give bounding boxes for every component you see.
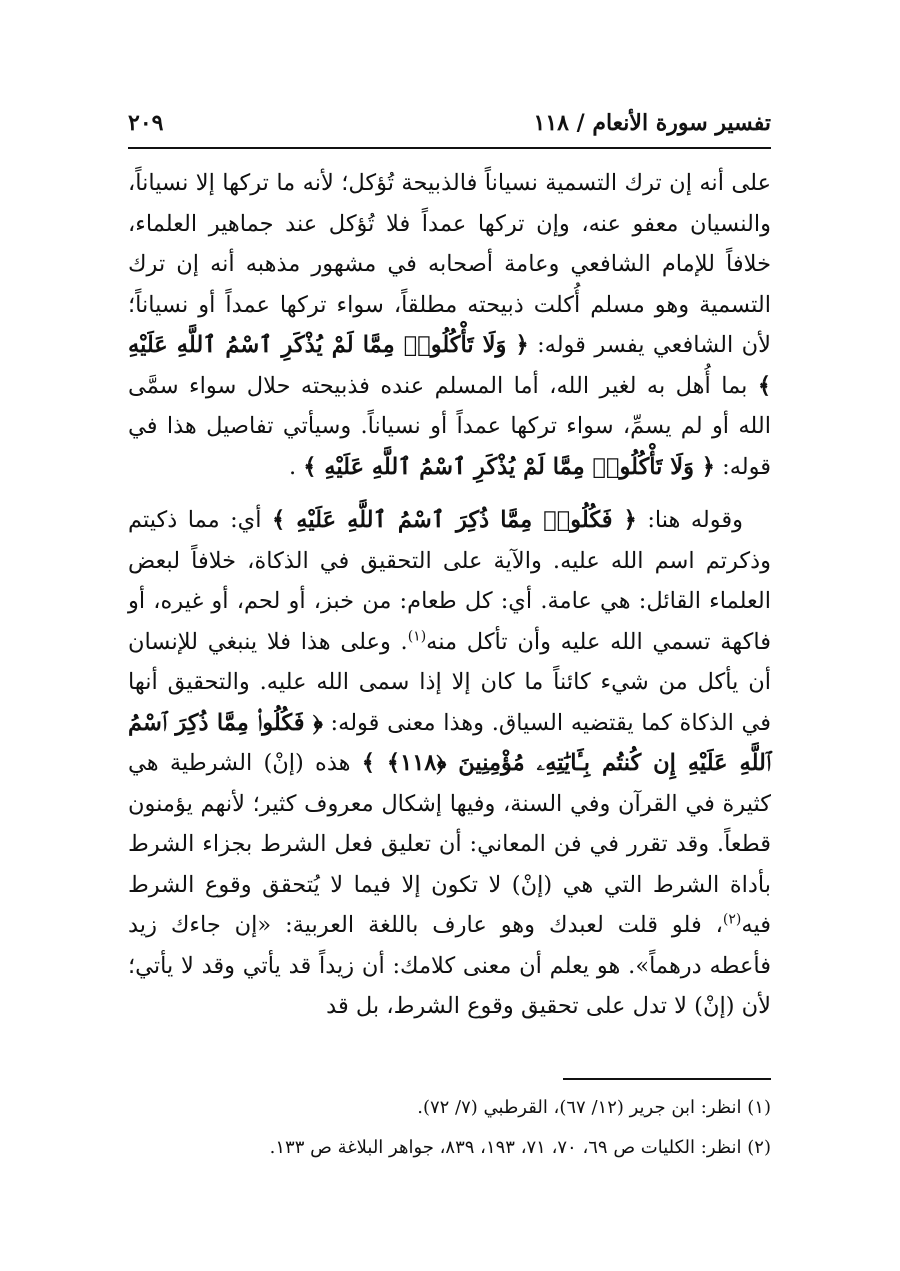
paragraph-2-text-5: ، فلو قلت لعبدك وهو عارف باللغة العربية: «إن جاءك زيد فأعطه درهماً». هو يعلم أن معنى كلامك: أن زيداً قد يأتي وقد لا يأتي؛ لأن (إنْ) لا تدل على تحقيق وقوع الشرط، بل قد xyxy=(128,912,771,1019)
paragraph-2 xyxy=(128,500,771,1027)
footnote-reference-1[interactable]: (١) xyxy=(407,628,427,644)
paragraph-1-text-1: على أنه إن ترك التسمية نسياناً فالذبيحة تُؤكل؛ لأنه ما تركها إلا نسياناً، والنسيان معفو عنه، وإن تركها عمداً فلا تُؤكل عند جماهير العلماء، خلافاً للإمام الشافعي وعامة أصحابه في مشهور مذهبه أنه إن ترك التسمية وهو مسلم أُكلت ذبيحته مطلقاً، سواء تركها عمداً أو نسياناً؛ لأن الشافعي يفسر قوله: xyxy=(128,170,772,358)
quran-verse: ﴿ وَلَا تَأْكُلُوا۟ مِمَّا لَمْ يُذْكَرِ ٱسْمُ ٱللَّهِ عَلَيْهِ ﴾ xyxy=(303,453,715,480)
paragraph-1-text-2: بما أُهل به لغير الله، أما المسلم عنده فذبيحته حلال سواء سمَّى الله أو لم يسمِّ، سواء تركها عمداً أو نسياناً. وسيأتي تفاصيل هذا في قوله: xyxy=(128,372,771,480)
footnote-reference-2[interactable]: (٢) xyxy=(722,911,742,928)
paragraph-2-text-3: . وعلى هذا فلا ينبغي للإنسان أن يأكل من شيء كائناً ما كان إلا إذا سمى الله عليه. والتحقيق أنها في الذكاة كما يقتضيه السياق. وهذا معنى قوله: xyxy=(128,628,772,736)
quran-verse: ﴿ فَكُلُوا۟ مِمَّا ذُكِرَ ٱسْمُ ٱللَّهِ عَلَيْهِ ﴾ xyxy=(272,507,637,533)
footnote-1: (١) انظر: ابن جرير (١٢/ ٦٧)، القرطبي (٧/ ٧٢). xyxy=(417,1097,771,1118)
header-divider xyxy=(128,147,771,149)
footnotes xyxy=(128,1088,771,1168)
footnote-2: (٢) انظر: الكليات ص ٦٩، ٧٠، ٧١، ١٩٣، ٨٣٩، جواهر البلاغة ص ١٣٣. xyxy=(269,1137,771,1158)
paragraph-1 xyxy=(128,163,771,487)
quran-verse: ﴿ فَكُلُوا۟ مِمَّا ذُكِرَ ٱسْمُ ٱللَّهِ عَلَيْهِ إِن كُنتُم بِـَٔايَٰتِهِۦ مُؤْمِنِينَ ﴿١١٨﴾ ﴾ xyxy=(128,709,772,776)
main-text xyxy=(128,163,771,1027)
paragraph-2-text-2: أي: مما ذكيتم وذكرتم اسم الله عليه. والآية على التحقيق في الذكاة، خلافاً لبعض العلماء القائل: هي عامة. أي: كل طعام: من خبز، أو لحم، أو غيره، أو فاكهة تسمي الله عليه وأن تأكل منه xyxy=(128,507,771,655)
page-number: ٢٠٩ xyxy=(128,110,164,136)
footnote-divider xyxy=(563,1078,771,1080)
quran-verse: ﴿ وَلَا تَأْكُلُوا۟ مِمَّا لَمْ يُذْكَرِ ٱسْمُ ٱللَّهِ عَلَيْهِ ﴾ xyxy=(128,332,771,399)
paragraph-1-text-3: . xyxy=(288,453,297,480)
running-header xyxy=(128,103,771,143)
paragraph-2-text-1: وقوله هنا: xyxy=(647,507,744,533)
chapter-title: تفسير سورة الأنعام / ١١٨ xyxy=(533,110,771,136)
paragraph-2-text-4: هذه (إنْ) الشرطية هي كثيرة في القرآن وفي السنة، وفيها إشكال معروف كثير؛ لأنهم يؤمنون قطعاً. وقد تقرر في فن المعاني: أن تعليق فعل الشرط بجزاء الشرط بأداة الشرط التي هي (إنْ) لا تكون إلا فيما لا يُتحقق وقوع الشرط فيه xyxy=(128,750,771,938)
